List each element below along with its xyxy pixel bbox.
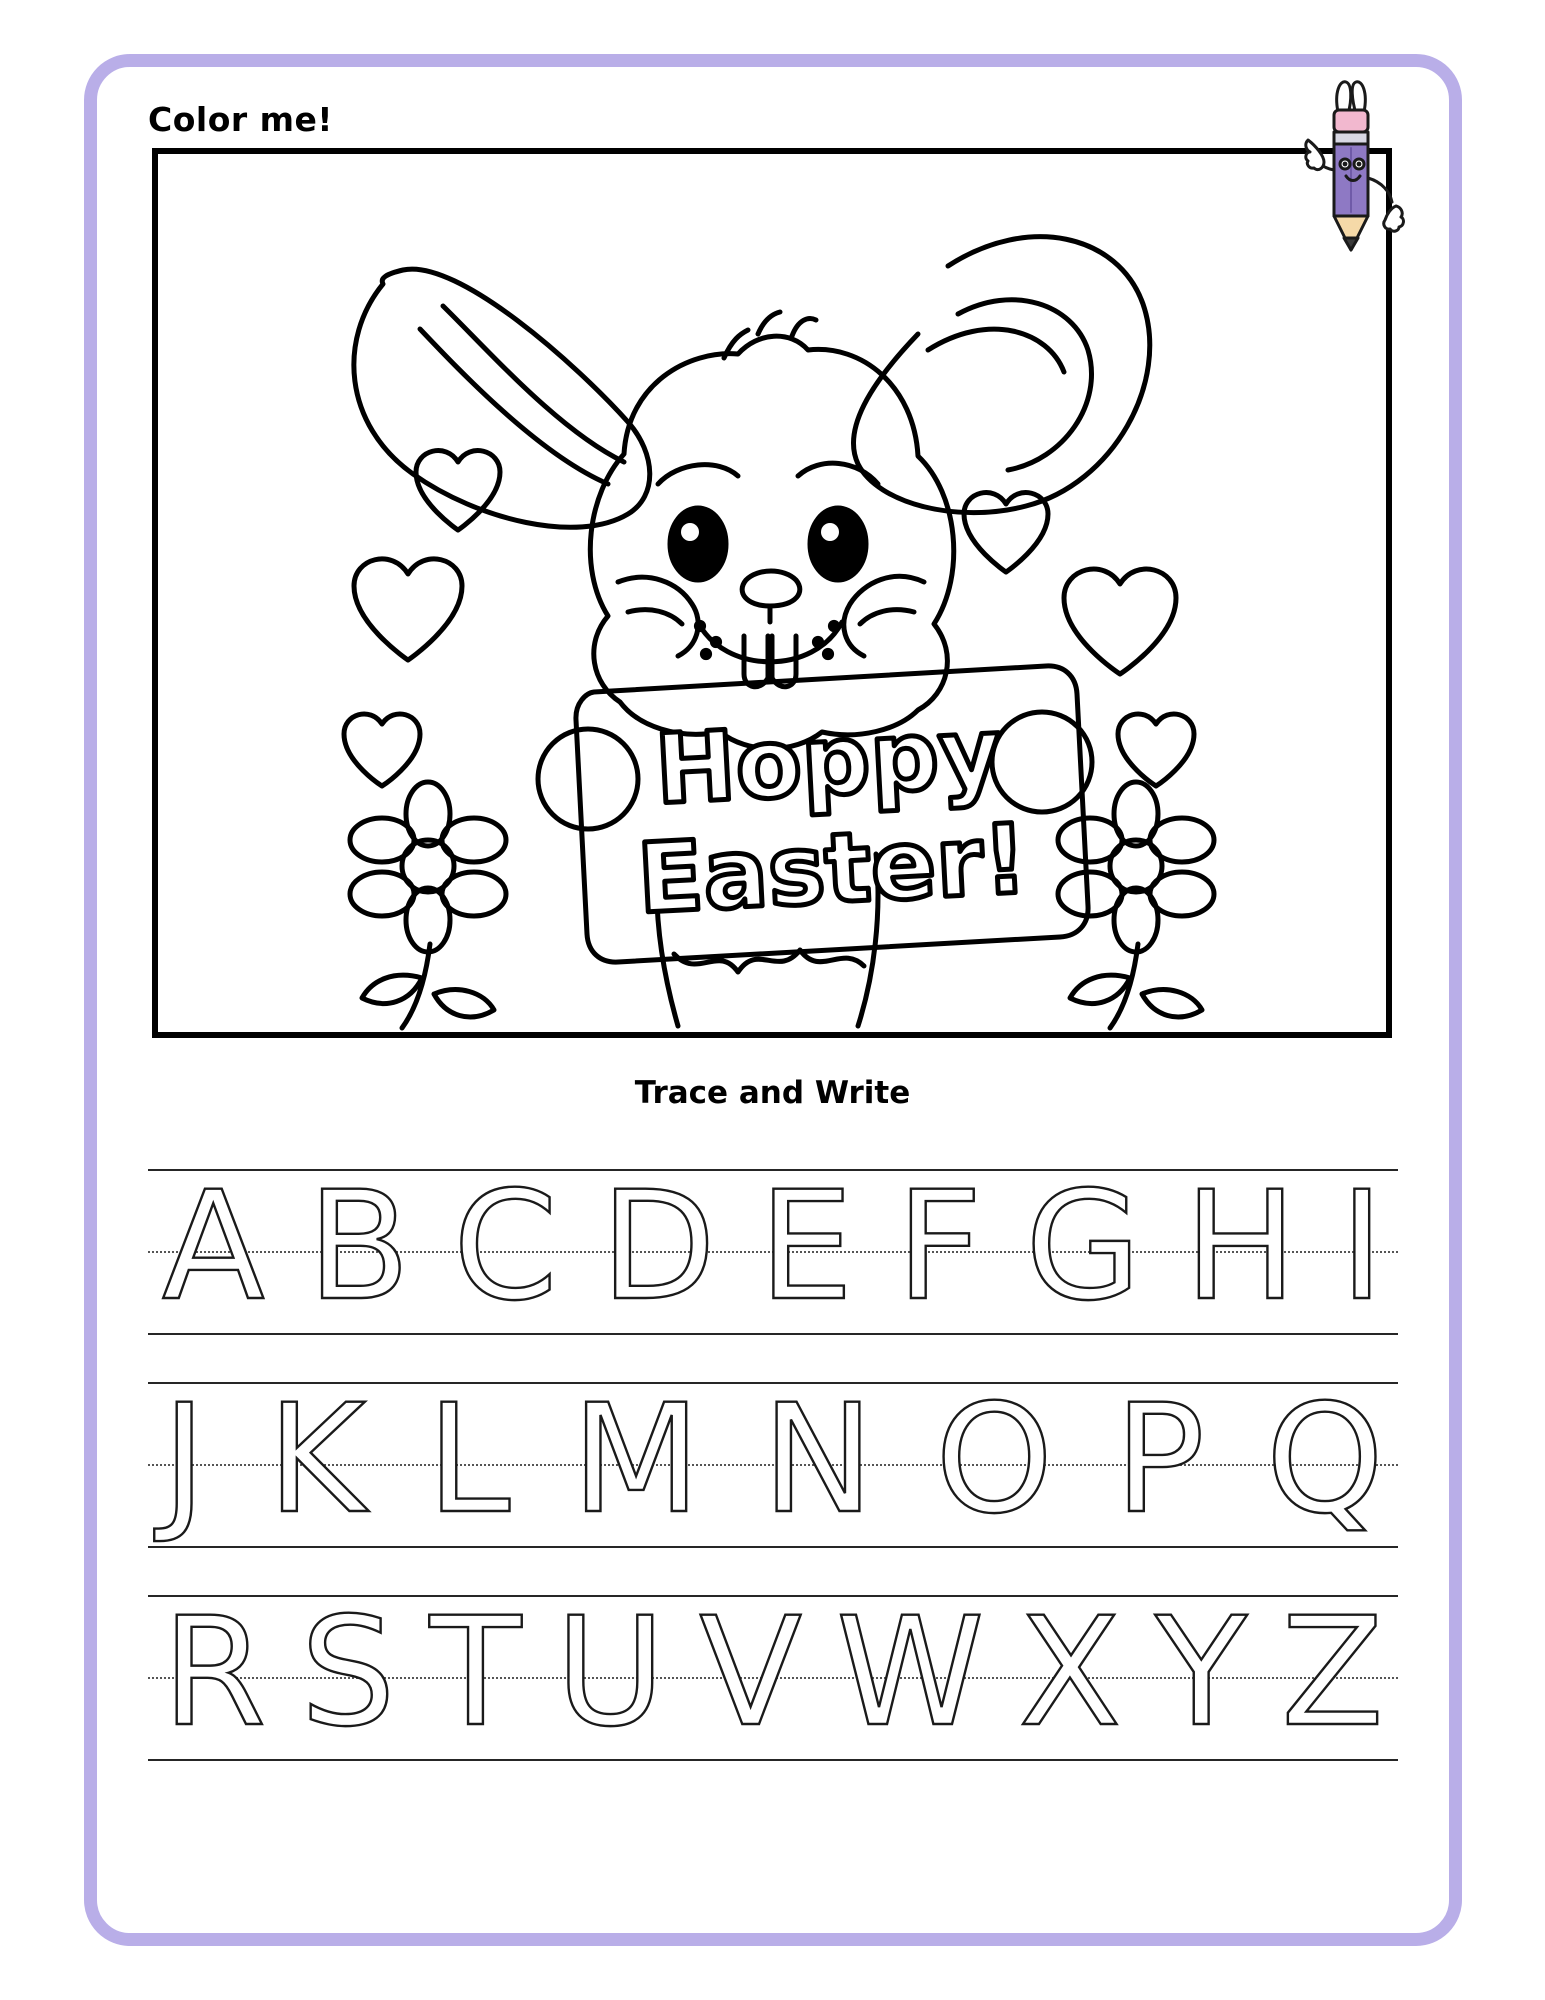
trace-letter: E — [758, 1160, 854, 1334]
tracing-section — [148, 1155, 1398, 1794]
trace-letter: W — [836, 1586, 985, 1760]
pencil-character-icon — [1290, 78, 1420, 258]
trace-letter: P — [1114, 1373, 1205, 1547]
trace-letter: H — [1184, 1160, 1297, 1334]
section-title: Trace and Write — [634, 1075, 911, 1111]
coloring-illustration-frame — [152, 148, 1392, 1038]
trace-letter: J — [162, 1373, 207, 1547]
page-title: Color me! — [148, 100, 333, 139]
trace-letter: I — [1339, 1160, 1384, 1334]
letter-row-3 — [162, 1587, 1384, 1767]
trace-letter: F — [896, 1160, 983, 1334]
trace-letter: C — [452, 1160, 558, 1334]
trace-letter: V — [699, 1586, 802, 1760]
trace-letter: G — [1025, 1160, 1142, 1334]
trace-letter: X — [1018, 1586, 1122, 1760]
trace-letter: M — [571, 1373, 701, 1547]
trace-letter: S — [300, 1586, 396, 1760]
trace-letter: O — [935, 1373, 1054, 1547]
trace-letter: R — [162, 1586, 267, 1760]
tracing-row-3 — [148, 1581, 1398, 1794]
trace-letter: B — [307, 1160, 411, 1334]
trace-letter: Z — [1281, 1586, 1384, 1760]
trace-letter: K — [267, 1373, 366, 1547]
trace-letter: Y — [1155, 1586, 1248, 1760]
trace-letter: U — [555, 1586, 666, 1760]
svg-text:Hoppy: Hoppy — [652, 696, 1005, 827]
letter-row-1 — [162, 1161, 1384, 1341]
letter-row-2 — [162, 1374, 1384, 1554]
trace-letter: Q — [1265, 1373, 1384, 1547]
trace-letter: L — [426, 1373, 511, 1547]
trace-letter: T — [429, 1586, 522, 1760]
trace-letter: D — [600, 1160, 716, 1334]
trace-letter: N — [761, 1373, 875, 1547]
easter-bunny-illustration — [158, 154, 1386, 1032]
tracing-row-1 — [148, 1155, 1398, 1368]
tracing-row-2 — [148, 1368, 1398, 1581]
trace-letter: A — [162, 1160, 265, 1334]
svg-text:Easter!: Easter! — [634, 802, 1030, 936]
